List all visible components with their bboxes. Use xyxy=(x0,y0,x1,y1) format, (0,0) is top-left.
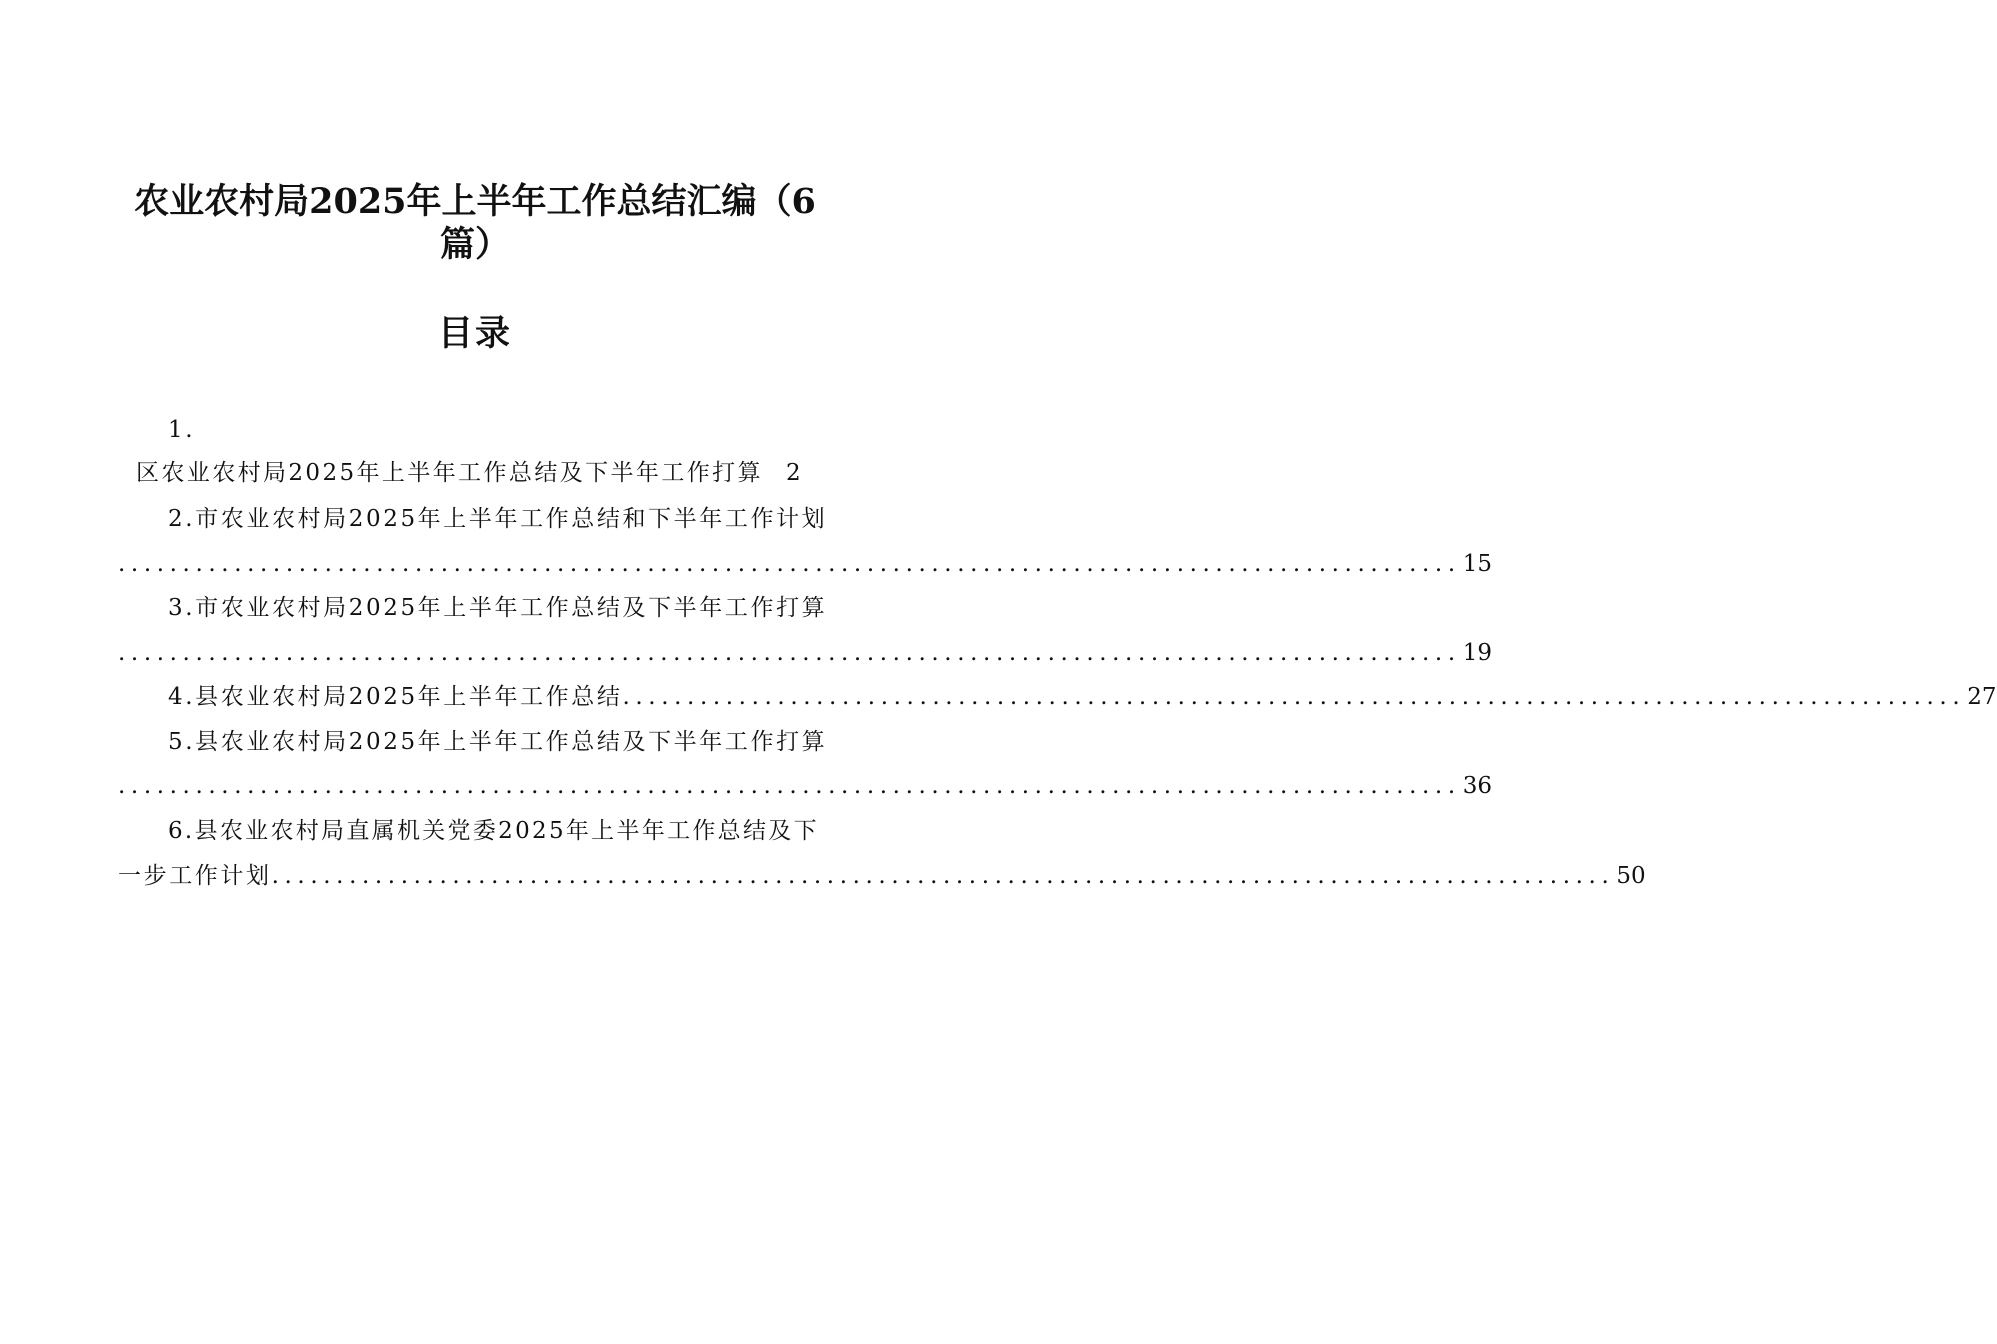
toc-item-1-text[interactable]: 区农业农村局2025年上半年工作总结及下半年工作打算 xyxy=(136,460,763,486)
toc-item-2-text[interactable]: 2.市农业农村局2025年上半年工作总结和下半年工作计划 xyxy=(168,506,828,532)
toc-item-4-row[interactable] xyxy=(168,682,1997,712)
toc-item-5-leader-row[interactable] xyxy=(118,771,1493,801)
toc-item-3-text[interactable]: 3.市农业农村局2025年上半年工作总结及下半年工作打算 xyxy=(168,595,828,621)
toc-item-6-page[interactable]: 50 xyxy=(1616,863,1646,889)
toc-item-3-leader: ........................................................................................................ xyxy=(118,640,1461,666)
toc-heading: 目录 xyxy=(437,313,512,354)
document-title-line-1: 农业农村局2025年上半年工作总结汇编（6 xyxy=(134,181,816,222)
toc-item-5-text[interactable]: 5.县农业农村局2025年上半年工作总结及下半年工作打算 xyxy=(168,729,828,755)
toc-item-3-leader-row[interactable] xyxy=(118,638,1493,668)
toc-item-4-leader: ........................................................................................................ xyxy=(622,684,1966,710)
toc-item-5-page[interactable]: 36 xyxy=(1462,773,1493,799)
toc-item-5-leader: ........................................................................................................ xyxy=(118,773,1461,799)
toc-item-6-text-line-1[interactable]: 6.县农业农村局直属机关党委2025年上半年工作总结及下 xyxy=(168,818,819,844)
toc-item-6-text-line-2[interactable]: 一步工作计划 xyxy=(118,863,272,889)
toc-item-4-text[interactable]: 4.县农业农村局2025年上半年工作总结 xyxy=(168,684,623,710)
toc-item-1-number[interactable]: 1. xyxy=(168,417,196,443)
toc-item-1-page[interactable]: 2 xyxy=(786,460,804,486)
toc-item-4-page[interactable]: 27 xyxy=(1967,684,1997,710)
toc-item-3-page[interactable]: 19 xyxy=(1462,640,1493,666)
toc-item-2-page[interactable]: 15 xyxy=(1462,551,1493,577)
toc-item-2-leader-row[interactable] xyxy=(118,549,1493,579)
document-title-line-2: 篇） xyxy=(439,224,510,265)
toc-item-2-leader: ........................................................................................................ xyxy=(118,551,1461,577)
toc-item-6-leader: ........................................................................................................ xyxy=(271,863,1615,889)
toc-item-6-row[interactable] xyxy=(118,861,1646,891)
